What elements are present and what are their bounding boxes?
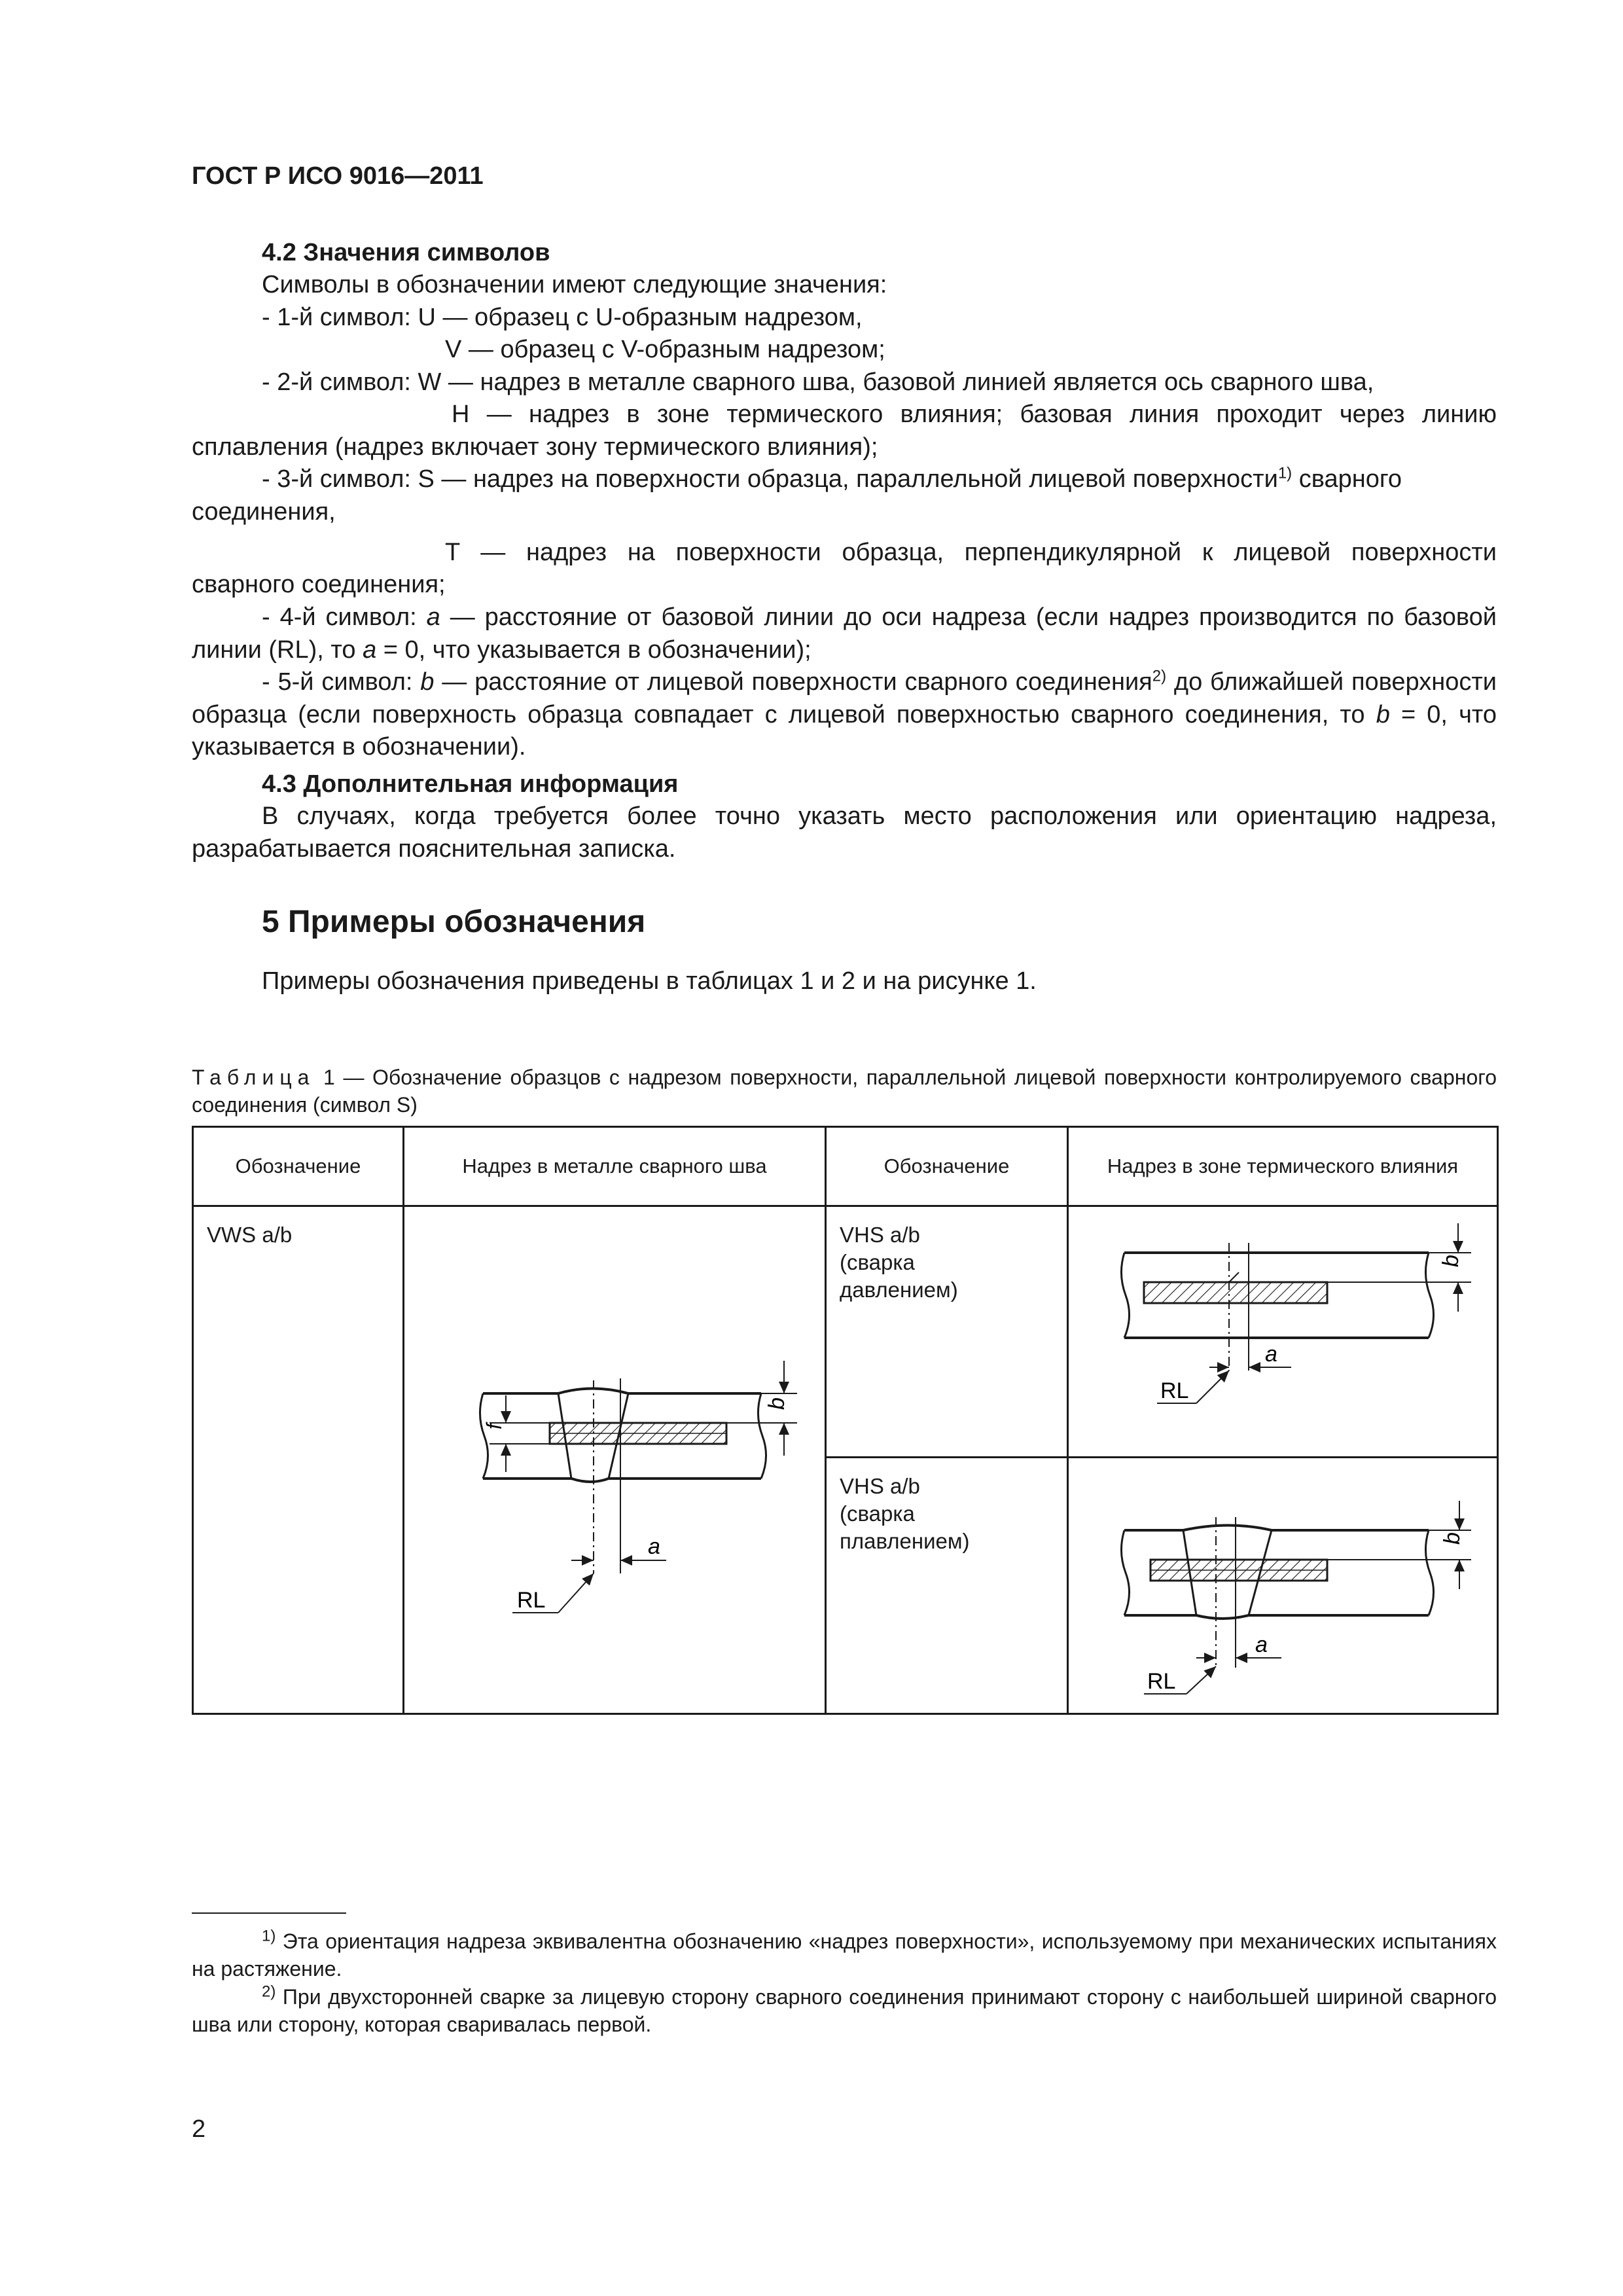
sec42-symbol1-v: V — образец с V-образным надрезом;: [445, 336, 885, 363]
document-header: ГОСТ Р ИСО 9016—2011: [192, 162, 484, 190]
fig2-label-a: a: [1265, 1342, 1277, 1367]
table-header-haz-notch: Надрез в зоне термического влияния: [1068, 1127, 1498, 1206]
table-header-weld-metal-notch: Надрез в металле сварного шва: [404, 1127, 826, 1206]
sec42-symbol2-h-cont: сплавления (надрез включает зону термического влияния);: [192, 433, 878, 461]
sec43-text: В случаях, когда требуется более точно указать место расположения или ориентацию надреза, разрабатывается пояснительная записка.: [192, 802, 1497, 863]
table-row: [193, 1206, 1498, 1458]
fig3-label-b: b: [1440, 1532, 1465, 1545]
cell-haz-fusion-figure: [1068, 1458, 1498, 1714]
fig1-label-rl: RL: [517, 1588, 546, 1613]
heading-5: 5 Примеры обозначения: [262, 905, 646, 939]
heading-4-3: 4.3 Дополнительная информация: [262, 770, 679, 798]
sec42-symbol2-h: H — надрез в зоне термического влияния; базовая линия проходит через линию: [452, 401, 1497, 428]
sec42-intro: Символы в обозначении имеют следующие значения:: [262, 271, 887, 298]
table-header-designation: Обозначение: [193, 1127, 404, 1206]
sec42-symbol5: - 5-й символ: b — расстояние от лицевой поверхности сварного соединения$^{2)}$ до ближайшей поверхности образца (если поверхность образца совпадает с лицевой поверхностью сварного соединения, то b = 0, что указывается в обозначении).: [192, 667, 1497, 761]
sec42-symbol3-s-cont: соединения,: [192, 498, 336, 526]
heading-4-2: 4.2 Значения символов: [262, 239, 550, 266]
sec42-symbol1-u: - 1-й символ: U — образец с U-образным надрезом,: [262, 304, 863, 331]
sec42-symbol2-w: - 2-й символ: W — надрез в металле сварного шва, базовой линией является ось сварного шва,: [262, 368, 1374, 396]
footnote-1: $^{1)}$ Эта ориентация надреза эквивалентна обозначению «надрез поверхности», используемому при механических испытаниях на растяжение.: [192, 1927, 1497, 1981]
haz-fusion-weld-diagram: [1069, 1458, 1494, 1711]
haz-pressure-weld-diagram: [1069, 1207, 1494, 1456]
cell-vws: VWS a/b: [193, 1206, 404, 1714]
vhs-pressure-label: VHS a/b (сварка давлением): [840, 1223, 958, 1302]
sec42-symbol3-s: - 3-й символ: S — надрез на поверхности образца, параллельной лицевой поверхности$^{1)}$ сварного: [262, 464, 1402, 493]
vhs-fusion-label: VHS a/b (сварка плавлением): [840, 1474, 970, 1554]
sec5-text: Примеры обозначения приведены в таблицах 1 и 2 и на рисунке 1.: [262, 967, 1037, 995]
sec42-symbol3-t: T — надрез на поверхности образца, перпендикулярной к лицевой поверхности: [445, 539, 1497, 566]
table-header-row: [193, 1127, 1498, 1206]
fig1-label-b: b: [764, 1397, 789, 1410]
table-1: [192, 1126, 1499, 1715]
fig1-label-a: a: [648, 1534, 660, 1559]
cell-vhs-fusion: [826, 1458, 1068, 1714]
weld-metal-notch-diagram: [404, 1207, 823, 1713]
page-number: 2: [192, 2115, 206, 2143]
fig1-label-f: f: [482, 1424, 506, 1429]
table1-caption: Таблица 1 — Обозначение образцов с надрезом поверхности, параллельной лицевой поверхности контролируемого сварного соединения (символ S): [192, 1066, 1497, 1117]
sec42-symbol3-t-cont: сварного соединения;: [192, 571, 446, 598]
fig2-label-b: b: [1438, 1255, 1463, 1267]
fig2-label-rl: RL: [1160, 1378, 1189, 1403]
fig3-label-rl: RL: [1147, 1669, 1176, 1695]
fig3-label-a: a: [1255, 1632, 1268, 1658]
cell-haz-pressure-figure: [1068, 1206, 1498, 1458]
table-header-designation-2: Обозначение: [826, 1127, 1068, 1206]
footnote-2: $^{2)}$ При двухсторонней сварке за лицевую сторону сварного соединения принимают сторону с наибольшей шириной сварного шва или сторону, которая сваривалась первой.: [192, 1982, 1497, 2036]
cell-vhs-pressure: [826, 1206, 1068, 1458]
cell-weld-metal-figure: [404, 1206, 826, 1714]
footnote-separator: [192, 1912, 346, 1914]
sec42-symbol4: - 4-й символ: a — расстояние от базовой линии до оси надреза (если надрез производится по базовой линии (RL), то a = 0, что указывается в обозначении);: [192, 603, 1497, 664]
